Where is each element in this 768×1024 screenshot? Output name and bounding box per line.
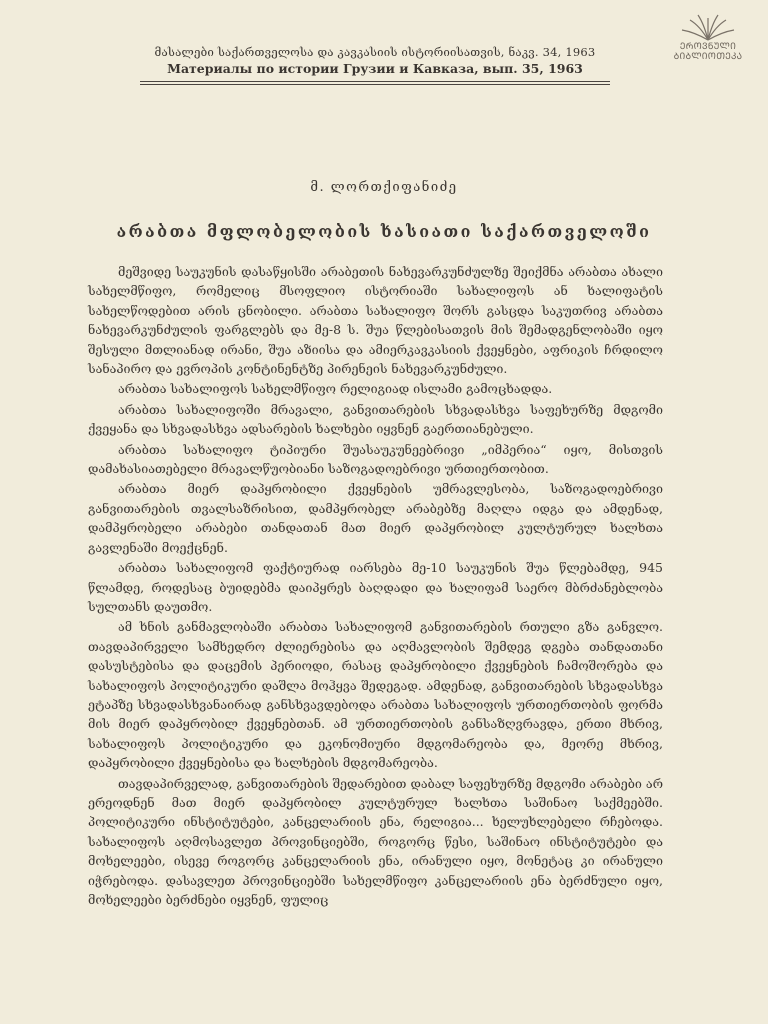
library-stamp-icon <box>676 12 740 42</box>
journal-header-russian: Материалы по истории Грузии и Кавказа, вып. 35, 1963 <box>167 61 583 76</box>
article-author: მ. ლორთქიფანიძე <box>310 180 458 195</box>
paragraph: მეშვიდე საუკუნის დასაწყისში არაბეთის ნახევარკუნძულზე შეიქმნა არაბთა ახალი სახელმწიფო, რომელიც მსოფლიო ისტორიაში სახალიფოს ან ხალიფატის სახელწოდებით არის ცნობილი. არაბთა სახალიფო შორს გასცდა საკუთრივ არაბთა ნახევარკუნძულის ფარგლებს და მე-8 ს. შუა წლებისათვის მის შემადგენლობაში იყო შესული მთლიანად ირანი, შუა აზიისა და ამიერკავკასიის ქვეყნები, აფრიკის ჩრდილო სანაპირო და ევროპის კონტინენტზე პირენეის ნახევარკუნძული. <box>88 264 663 377</box>
library-stamp-line2: ᲑᲘᲑᲚᲘᲝᲗᲔᲙᲐ <box>673 52 743 62</box>
paragraph: არაბთა სახალიფოში მრავალი, განვითარების სხვადასხვა საფეხურზე მდგომი ქვეყანა და სხვადასხვა ადსარების ხალხები იყვნენ გაერთიანებული. <box>88 401 663 437</box>
paragraph: არაბთა სახალიფოს სახელმწიფო რელიგიად ისლამი გამოცხადდა. <box>118 381 553 397</box>
paragraph: თავდაპირველად, განვითარების შედარებით დაბალ საფეხურზე მდგომი არაბები არ ერეოდნენ მათ მიერ დაპყრობილ კულტურულ ხალხთა საშინაო საქმეებში. პოლიტიკური ინსტიტუტები, კანცელარიის ენა, რელიგია... ხელუხლებელი რჩებოდა. სახალიფოს აღმოსავლეთ პროვინციებში, როგორც წესი, საშინაო ინსტიტუტები და მოხელეები, ისევე როგორც კანცელარიის ენა, ირანული იყო, მონეტაც კი ირანული იჭრებოდა. დასავლეთ პროვინციებში სახელმწიფო კანცელარიის ენა ბერძნული იყო, მოხელეები ბერძნები იყვნენ, ფულიც <box>88 775 663 907</box>
library-stamp-line1: ᲔᲠᲝᲕᲜᲣᲚᲘ <box>679 42 737 52</box>
paragraph: არაბთა მიერ დაპყრობილი ქვეყნების უმრავლესობა, საზოგადოებრივი განვითარების თვალსაზრისით, დამპყრობელ არაბებზე მაღლა იდგა და ამდენად, დამპყრობელი არაბები თანდათან მათ მიერ დაპყრობილ კულტურულ ხალხთა გავლენაში მოექცნენ. <box>88 481 663 555</box>
article-title: არაბთა მფლობელობის ხასიათი საქართველოში <box>116 222 652 241</box>
journal-header <box>140 45 610 85</box>
journal-header-georgian: მასალები საქართველოსა და კავკასიის ისტორიისათვის, ნაკვ. 34, 1963 <box>154 45 596 59</box>
paragraph: არაბთა სახალიფომ ფაქტიურად იარსება მე-10 საუკუნის შუა წლებამდე, 945 წლამდე, როდესაც ბუიდებმა დაიპყრეს ბაღდადი და ხალიფამ საერო მბრძანებლობა სულთანს დაუთმო. <box>88 560 663 614</box>
library-stamp <box>668 12 748 74</box>
paragraph: არაბთა სახალიფო ტიპიური შუასაუკუნეებრივი „იმპერია“ იყო, მისთვის დამახასიათებელი მრავალწუობიანი საზოგადოებრივი ურთიერთობით. <box>88 441 663 477</box>
paragraph: ამ ხნის განმავლობაში არაბთა სახალიფომ განვითარების რთული გზა განვლო. თავდაპირველი სამხედრო ძლიერებისა და აღმავლობის შემდეგ დგება თანდათანი დასუსტებისა და დაცემის პერიოდი, რასაც დაპყრობილი ქვეყნების ჩამოშორება და სახალიფოს პოლიტიკური დაშლა მოჰყვა შედეგად. ამდენად, განვითარების სხვადასხვა ეტაპზე სხვადასხვანაირად განსხვავდებოდა არაბთა სახალიფოს ურთიერთობის ფორმა მის მიერ დაპყრობილ ქვეყნებთან. ამ ურთიერთობის განსაზღვრავდა, ერთი მხრივ, სახალიფოს პოლიტიკური და ეკონომიური მდგომარეობა და, მეორე მხრივ, დაპყრობილი ქვეყნებისა და ხალხების მდგომარეობა. <box>88 619 663 771</box>
header-rule <box>140 81 610 85</box>
article-body <box>88 262 663 910</box>
